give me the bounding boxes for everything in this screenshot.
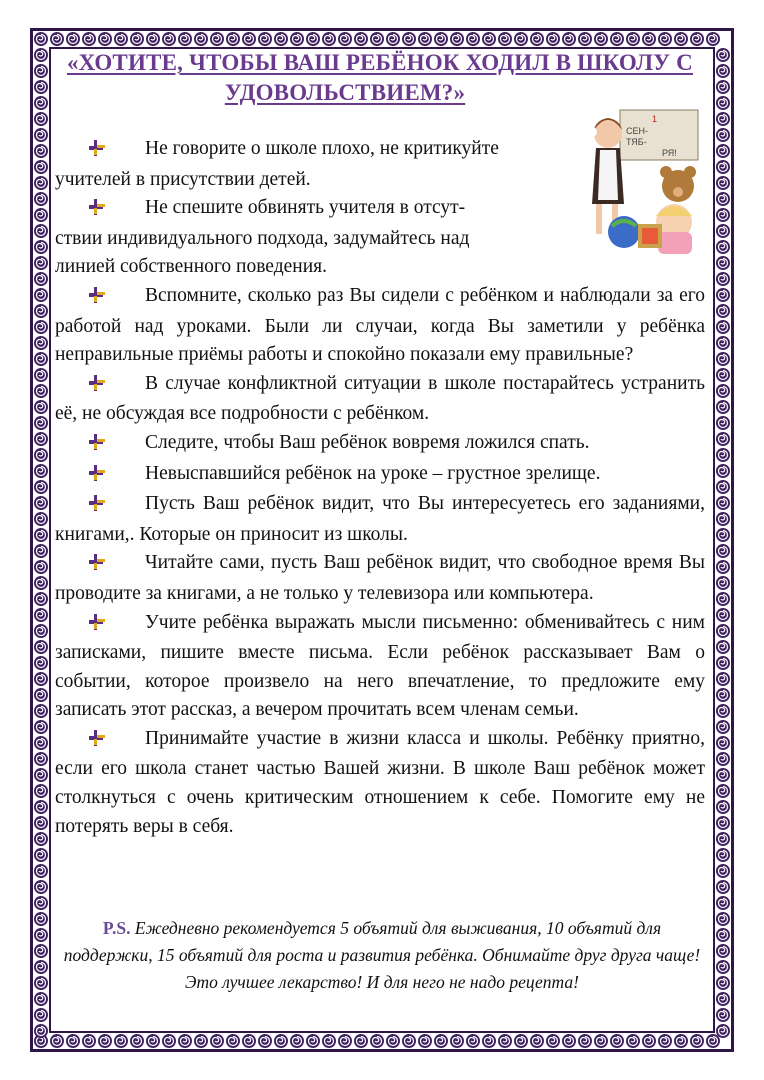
spiral-ornament (498, 32, 512, 46)
spiral-ornament (34, 224, 48, 238)
spiral-ornament (66, 1034, 80, 1048)
spiral-ornament (34, 80, 48, 94)
spiral-ornament (642, 32, 656, 46)
calendar-sign-4: РЯ! (662, 148, 677, 158)
spiral-ornament (434, 32, 448, 46)
spiral-ornament (530, 1034, 544, 1048)
spiral-ornament (386, 32, 400, 46)
spiral-ornament (716, 528, 730, 542)
spiral-ornament (258, 1034, 272, 1048)
spiral-ornament (34, 240, 48, 254)
spiral-ornament (716, 624, 730, 638)
spiral-ornament (716, 816, 730, 830)
spiral-ornament (34, 304, 48, 318)
paragraph-6: Невыспавшийся ребёнок на уроке – грустное зрелище. (55, 460, 705, 491)
spiral-ornament (34, 928, 48, 942)
spiral-ornament (716, 272, 730, 286)
spiral-ornament (674, 1034, 688, 1048)
calendar-sign-1: 1 (652, 114, 658, 124)
spiral-ornament (34, 592, 48, 606)
spiral-ornament (34, 384, 48, 398)
spiral-ornament (498, 1034, 512, 1048)
spiral-ornament (34, 192, 48, 206)
spiral-ornament (386, 1034, 400, 1048)
spiral-ornament (716, 864, 730, 878)
spiral-ornament (716, 128, 730, 142)
bullet-icon (83, 137, 117, 166)
spiral-ornament (34, 976, 48, 990)
spiral-ornament (716, 288, 730, 302)
spiral-ornament (34, 768, 48, 782)
spiral-ornament (690, 32, 704, 46)
spiral-ornament (242, 32, 256, 46)
spiral-ornament (242, 1034, 256, 1048)
spiral-ornament (716, 1024, 730, 1038)
spiral-ornament (354, 32, 368, 46)
spiral-ornament (716, 608, 730, 622)
spiral-ornament (716, 752, 730, 766)
spiral-ornament (716, 992, 730, 1006)
spiral-ornament (716, 800, 730, 814)
spiral-ornament (716, 176, 730, 190)
spiral-ornament (716, 832, 730, 846)
spiral-ornament (716, 416, 730, 430)
bullet-icon (83, 727, 117, 756)
spiral-ornament (578, 1034, 592, 1048)
bullet-icon (83, 431, 117, 460)
spiral-ornament (716, 48, 730, 62)
spiral-ornament (82, 32, 96, 46)
spiral-ornament (514, 1034, 528, 1048)
paragraph-9: Учите ребёнка выражать мысли письменно: обменивайтесь с ним записками, пишите вместе письма. Если ребёнок рассказывает Вам о событии, которое произвело на него впечатление, то предложите ему записать этот рассказ, а вечером прочитать всем членам семьи. (55, 611, 705, 721)
spiral-ornament (258, 32, 272, 46)
spiral-ornament (290, 1034, 304, 1048)
spiral-ornament (98, 1034, 112, 1048)
spiral-ornament (450, 1034, 464, 1048)
spiral-ornament (34, 704, 48, 718)
paragraph-1: Не говорите о школе плохо, не критикуйте учителей в присутствии детей. (55, 138, 499, 190)
spiral-ornament (716, 320, 730, 334)
spiral-ornament (482, 1034, 496, 1048)
spiral-ornament (34, 256, 48, 270)
spiral-ornament (34, 992, 48, 1006)
page-title (60, 48, 700, 108)
spiral-ornament (34, 480, 48, 494)
spiral-ornament (98, 32, 112, 46)
spiral-ornament (716, 704, 730, 718)
spiral-ornament (716, 352, 730, 366)
spiral-ornament (34, 672, 48, 686)
spiral-ornament (716, 576, 730, 590)
spiral-ornament (34, 144, 48, 158)
spiral-ornament (610, 32, 624, 46)
title-line-2: УДОВОЛЬСТВИЕМ?» (224, 80, 466, 105)
spiral-ornament (34, 816, 48, 830)
spiral-ornament (162, 32, 176, 46)
spiral-ornament (658, 1034, 672, 1048)
spiral-ornament (274, 32, 288, 46)
bullet-icon (83, 196, 117, 225)
spiral-ornament (34, 736, 48, 750)
spiral-ornament (130, 1034, 144, 1048)
spiral-ornament (674, 32, 688, 46)
bullet-icon (83, 284, 117, 313)
spiral-ornament (34, 752, 48, 766)
spiral-ornament (716, 736, 730, 750)
spiral-ornament (578, 32, 592, 46)
bullet-icon (83, 462, 117, 491)
spiral-ornament (610, 1034, 624, 1048)
spiral-ornament (34, 288, 48, 302)
spiral-ornament (716, 768, 730, 782)
spiral-ornament (34, 48, 48, 62)
spiral-ornament (716, 400, 730, 414)
paragraph-8: Читайте сами, пусть Ваш ребёнок видит, что свободное время Вы проводите за книгами, а не только у телевизора или компьютера. (55, 552, 705, 604)
paragraph-2: Не спешите обвинять учителя в отсут- ствии индивидуального подхода, задумайтесь над линией собственного поведения. (55, 197, 470, 278)
spiral-ornament (466, 32, 480, 46)
spiral-ornament (716, 640, 730, 654)
spiral-ornament (716, 784, 730, 798)
spiral-ornament (716, 368, 730, 382)
spiral-ornament (716, 256, 730, 270)
spiral-ornament (434, 1034, 448, 1048)
spiral-ornament (114, 1034, 128, 1048)
calendar-sign-2: СЕН- (626, 126, 648, 136)
spiral-ornament (194, 32, 208, 46)
spiral-ornament (34, 688, 48, 702)
spiral-ornament (354, 1034, 368, 1048)
spiral-ornament (34, 176, 48, 190)
spiral-ornament (594, 1034, 608, 1048)
spiral-ornament (338, 1034, 352, 1048)
spiral-ornament (306, 32, 320, 46)
spiral-ornament (716, 224, 730, 238)
spiral-ornament (34, 576, 48, 590)
bullet-icon (83, 551, 117, 580)
spiral-ornament (194, 1034, 208, 1048)
paragraph-5: Следите, чтобы Ваш ребёнок вовремя ложился спать. (55, 429, 705, 460)
spiral-ornament (716, 976, 730, 990)
spiral-ornament (716, 720, 730, 734)
spiral-ornament (34, 368, 48, 382)
spiral-ornament (706, 32, 720, 46)
spiral-ornament (716, 448, 730, 462)
spiral-ornament (162, 1034, 176, 1048)
spiral-ornament (226, 32, 240, 46)
spiral-ornament (716, 544, 730, 558)
spiral-ornament (34, 400, 48, 414)
spiral-ornament (34, 896, 48, 910)
spiral-ornament (34, 416, 48, 430)
spiral-ornament (66, 32, 80, 46)
spiral-ornament (716, 1008, 730, 1022)
spiral-ornament (716, 656, 730, 670)
title-line-1: «ХОТИТЕ, ЧТОБЫ ВАШ РЕБЁНОК ХОДИЛ В ШКОЛУ С (66, 50, 693, 75)
spiral-ornament (716, 480, 730, 494)
spiral-ornament (418, 1034, 432, 1048)
spiral-ornament (130, 32, 144, 46)
spiral-ornament (716, 336, 730, 350)
spiral-ornament (338, 32, 352, 46)
spiral-ornament (34, 848, 48, 862)
spiral-ornament (418, 32, 432, 46)
spiral-ornament (50, 32, 64, 46)
spiral-ornament (402, 1034, 416, 1048)
spiral-ornament (226, 1034, 240, 1048)
spiral-ornament (716, 96, 730, 110)
spiral-ornament (82, 1034, 96, 1048)
advice-list (55, 135, 705, 841)
spiral-ornament (114, 32, 128, 46)
spiral-ornament (626, 1034, 640, 1048)
spiral-ornament (716, 928, 730, 942)
spiral-ornament (716, 144, 730, 158)
spiral-ornament (514, 32, 528, 46)
spiral-ornament (450, 32, 464, 46)
spiral-ornament (716, 688, 730, 702)
spiral-ornament (716, 192, 730, 206)
spiral-ornament (34, 448, 48, 462)
spiral-ornament (642, 1034, 656, 1048)
spiral-ornament (34, 624, 48, 638)
spiral-ornament (34, 912, 48, 926)
spiral-ornament (34, 784, 48, 798)
spiral-ornament (716, 80, 730, 94)
spiral-ornament (716, 304, 730, 318)
spiral-ornament (34, 432, 48, 446)
spiral-ornament (34, 640, 48, 654)
spiral-ornament (716, 912, 730, 926)
bullet-icon (83, 492, 117, 521)
spiral-ornament (716, 896, 730, 910)
spiral-ornament (306, 1034, 320, 1048)
spiral-ornament (290, 32, 304, 46)
spiral-ornament (562, 32, 576, 46)
spiral-ornament (34, 560, 48, 574)
spiral-ornament (322, 1034, 336, 1048)
spiral-ornament (210, 32, 224, 46)
spiral-ornament (34, 528, 48, 542)
spiral-ornament (716, 560, 730, 574)
spiral-ornament (34, 96, 48, 110)
spiral-ornament (34, 960, 48, 974)
spiral-ornament (402, 32, 416, 46)
ps-label: P.S. (102, 918, 131, 938)
bullet-icon (83, 372, 117, 401)
spiral-ornament (34, 352, 48, 366)
spiral-ornament (466, 1034, 480, 1048)
spiral-ornament (716, 64, 730, 78)
spiral-ornament (34, 160, 48, 174)
spiral-ornament (34, 720, 48, 734)
spiral-ornament (716, 240, 730, 254)
spiral-ornament (34, 1008, 48, 1022)
spiral-ornament (34, 32, 48, 46)
spiral-ornament (34, 112, 48, 126)
spiral-ornament (716, 848, 730, 862)
paragraph-4: В случае конфликтной ситуации в школе постарайтесь устранить её, не обсуждая все подробности с ребёнком. (55, 372, 705, 425)
spiral-ornament (546, 32, 560, 46)
spiral-ornament (34, 512, 48, 526)
spiral-ornament (546, 1034, 560, 1048)
spiral-ornament (706, 1034, 720, 1048)
spiral-ornament (690, 1034, 704, 1048)
spiral-ornament (322, 32, 336, 46)
spiral-ornament (716, 592, 730, 606)
paragraph-7: Пусть Ваш ребёнок видит, что Вы интересуетесь его заданиями, книгами,. Которые он приносит из школы. (55, 493, 705, 545)
spiral-ornament (34, 1024, 48, 1038)
spiral-ornament (716, 944, 730, 958)
spiral-ornament (658, 32, 672, 46)
spiral-ornament (34, 608, 48, 622)
spiral-ornament (178, 1034, 192, 1048)
bullet-icon (83, 611, 117, 640)
spiral-ornament (146, 1034, 160, 1048)
spiral-ornament (34, 944, 48, 958)
spiral-ornament (716, 960, 730, 974)
paragraph-3: Вспомните, сколько раз Вы сидели с ребёнком и наблюдали за его работой над уроками. Были ли случаи, когда Вы заметили у ребёнка неправильные приёмы работы и спокойно показали ему правильные? (55, 284, 705, 366)
spiral-ornament (716, 672, 730, 686)
spiral-ornament (210, 1034, 224, 1048)
spiral-ornament (34, 832, 48, 846)
ps-text: Ежедневно рекомендуется 5 объятий для выживания, 10 объятий для поддержки, 15 объятий для роста и развития ребёнка. Обнимайте друг друга чаще! Это лучшее лекарство! И для него не надо рецепта! (63, 918, 701, 992)
spiral-ornament (34, 64, 48, 78)
spiral-ornament (274, 1034, 288, 1048)
spiral-ornament (716, 880, 730, 894)
spiral-ornament (370, 32, 384, 46)
spiral-ornament (716, 208, 730, 222)
spiral-ornament (716, 112, 730, 126)
spiral-ornament (34, 128, 48, 142)
spiral-ornament (482, 32, 496, 46)
spiral-ornament (178, 32, 192, 46)
spiral-ornament (34, 864, 48, 878)
spiral-ornament (370, 1034, 384, 1048)
spiral-ornament (34, 272, 48, 286)
spiral-ornament (34, 800, 48, 814)
spiral-ornament (716, 496, 730, 510)
spiral-ornament (626, 32, 640, 46)
spiral-ornament (34, 336, 48, 350)
spiral-ornament (716, 384, 730, 398)
spiral-ornament (34, 544, 48, 558)
spiral-ornament (530, 32, 544, 46)
spiral-ornament (34, 320, 48, 334)
spiral-ornament (716, 512, 730, 526)
spiral-ornament (594, 32, 608, 46)
spiral-ornament (562, 1034, 576, 1048)
spiral-ornament (146, 32, 160, 46)
paragraph-10: Принимайте участие в жизни класса и школы. Ребёнку приятно, если его школа станет частью Вашей жизни. В школе Ваш ребёнок может столкнуться с очень критическим отношением к себе. Помогите ему не потерять веры в себя. (55, 727, 705, 837)
spiral-ornament (34, 208, 48, 222)
calendar-sign-3: ТЯБ- (626, 137, 647, 147)
spiral-ornament (34, 880, 48, 894)
spiral-ornament (34, 464, 48, 478)
spiral-ornament (716, 160, 730, 174)
postscript (62, 915, 702, 996)
spiral-ornament (34, 496, 48, 510)
spiral-ornament (716, 432, 730, 446)
spiral-ornament (716, 464, 730, 478)
spiral-ornament (50, 1034, 64, 1048)
spiral-ornament (34, 656, 48, 670)
